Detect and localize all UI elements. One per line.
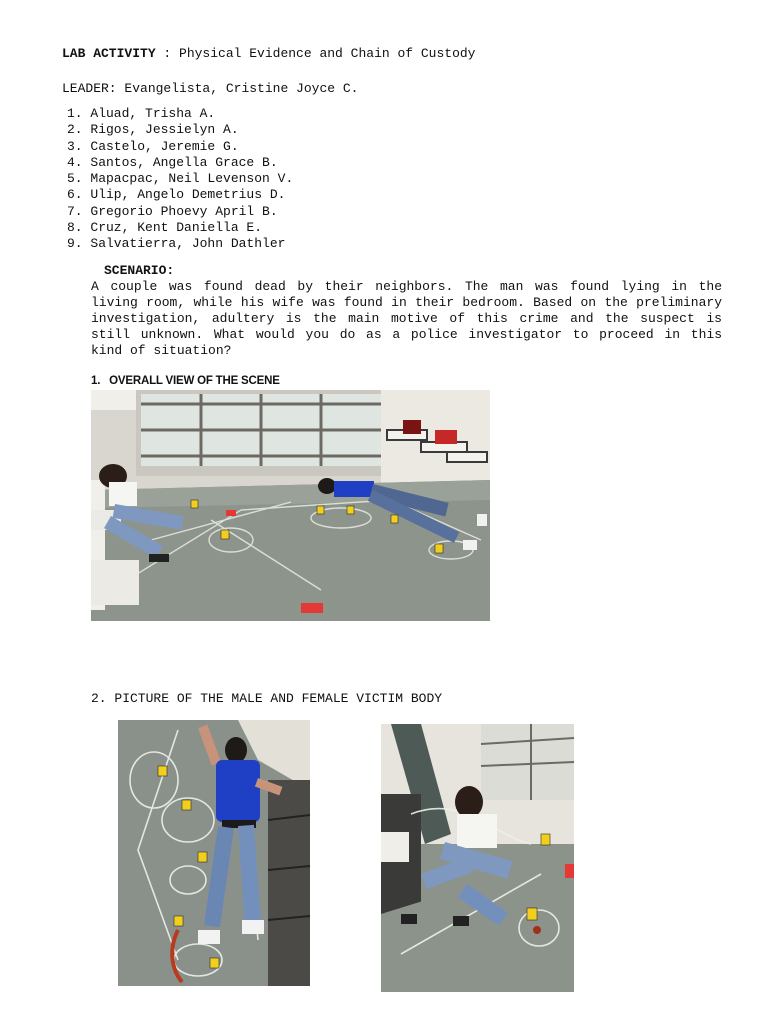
document-title	[62, 46, 475, 62]
scenario-text: A couple was found dead by their neighbors. The man was found lying in the living room, while his wife was found in their bedroom. Based on the preliminary investigation, adultery is the main motive of this crime and the suspect is still unknown. What would you do as a police investigator to proceed in this kind of situation?	[91, 279, 722, 358]
photo-female-victim	[381, 724, 574, 992]
member-number: 1.	[67, 106, 91, 121]
section-heading-overall-view: 1. OVERALL VIEW OF THE SCENE	[91, 375, 280, 387]
member-item	[67, 187, 293, 203]
title-label: LAB ACTIVITY	[62, 46, 156, 61]
leader-name: Evangelista, Cristine Joyce C.	[124, 81, 359, 96]
member-name: Aluad, Trisha A.	[90, 106, 216, 121]
photo-overall-scene	[91, 390, 490, 621]
member-list	[67, 106, 293, 253]
scenario-label: SCENARIO:	[104, 263, 175, 278]
section-heading-victim-bodies: 2. PICTURE OF THE MALE AND FEMALE VICTIM BODY	[91, 691, 443, 706]
member-name: Cruz, Kent Daniella E.	[90, 220, 263, 236]
member-number: 4.	[67, 154, 91, 170]
member-item	[67, 236, 293, 252]
leader-prefix: LEADER:	[62, 81, 117, 96]
member-name: Santos, Angella Grace B.	[90, 154, 278, 170]
leader-line	[62, 81, 358, 97]
member-item	[67, 106, 293, 122]
member-item	[67, 122, 293, 138]
member-number: 5.	[67, 171, 91, 187]
member-item	[67, 139, 293, 155]
member-number: 2.	[67, 122, 91, 138]
member-item	[67, 204, 293, 220]
member-item	[67, 220, 293, 236]
photo-male-victim	[118, 720, 310, 986]
member-item	[67, 171, 293, 187]
member-number: 8.	[67, 220, 91, 236]
member-number: 7.	[67, 203, 91, 219]
female-victim-illustration	[381, 724, 574, 992]
overall-scene-illustration	[91, 390, 490, 621]
member-number: 3.	[67, 138, 91, 154]
member-number: 9.	[67, 236, 91, 252]
member-name: Castelo, Jeremie G.	[90, 138, 239, 154]
member-number: 6.	[67, 187, 91, 203]
member-name: Rigos, Jessielyn A.	[90, 122, 239, 138]
member-name: Mapacpac, Neil Levenson V.	[90, 171, 294, 187]
member-item	[67, 155, 293, 171]
male-victim-illustration	[118, 720, 310, 986]
member-name: Salvatierra, John Dathler	[90, 236, 286, 252]
title-separator: :	[155, 46, 180, 61]
title-text: Physical Evidence and Chain of Custody	[179, 46, 476, 61]
member-name: Gregorio Phoevy April B.	[90, 203, 278, 219]
member-name: Ulip, Angelo Demetrius D.	[90, 187, 286, 203]
